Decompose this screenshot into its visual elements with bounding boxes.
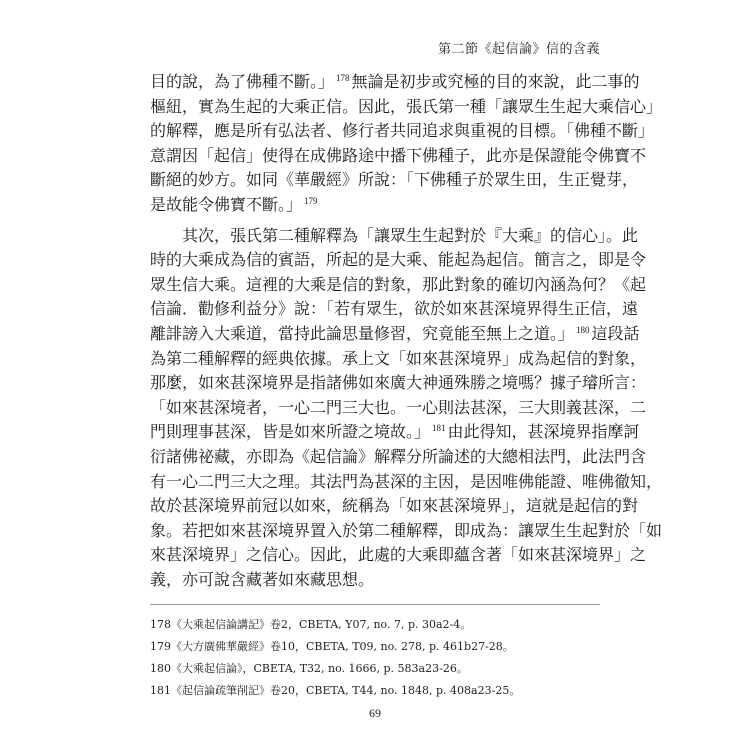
text-line: 那麼，如來甚深境界是指諸佛如來廣大神通殊勝之境嗎？據子璿所言： — [150, 373, 647, 393]
text-line: 眾生信大乘。這裡的大乘是信的對象，那此對象的確切內涵為何？《起 — [150, 274, 647, 294]
footnote-ref-181: 181 — [432, 422, 446, 433]
footnote-ref-180: 180 — [576, 324, 590, 335]
text-line: 其次，張氏第二種解釋為「讓眾生生起對於『大乘』的信心」。此 — [150, 225, 639, 245]
text-line: 有一心二門三大之理。其法門為甚深的主因，是因唯佛能證、唯佛徹知， — [150, 471, 663, 491]
footnote-179: 179《大方廣佛華嚴經》卷10，CBETA, T09, no. 278, p. 461b27-28。 — [150, 640, 514, 653]
text-line: 來甚深境界」之信心。因此，此處的大乘即蘊含著「如來甚深境界」之 — [150, 545, 647, 565]
text-line: 斷絕的妙方。如同《華嚴經》所說：「下佛種子於眾生田，生正覺芽， — [150, 170, 639, 190]
footnote-divider — [150, 604, 600, 605]
text-line: 象。若把如來甚深境界置入於第二種解釋，即成為：讓眾生生起對於「如 — [150, 520, 663, 540]
footnote-178: 178《大乘起信論講記》卷2，CBETA, Y07, no. 7, p. 30a2-4。 — [150, 618, 472, 631]
text-line: 故於甚深境界前冠以如來，統稱為「如來甚深境界」，這就是起信的對 — [150, 496, 639, 516]
text-line: 信論．勸修利益分》說：「若有眾生，欲於如來甚深境界得生正信，遠 — [150, 299, 639, 319]
footnotes — [150, 614, 600, 702]
text-line: 的解釋，應是所有弘法者、修行者共同追求與重視的目標。「佛種不斷」 — [150, 121, 655, 141]
text-line: 是故能令佛寶不斷。」 $^{179}$ — [150, 194, 318, 214]
body-text — [150, 70, 663, 592]
text-line: 門則理事甚深，皆是如來所證之境故。」 $^{181}$ 由此得知，甚深境界指摩訶 — [150, 422, 640, 442]
page-number: 69 — [369, 706, 381, 720]
text-line: 衍諸佛祕藏，亦即為《起信論》解釋分所論述的大總相法門，此法門含 — [150, 446, 647, 466]
text-line: 「如來甚深境者，一心二門三大也。一心則法甚深，三大則義甚深，二 — [150, 397, 647, 417]
footnote-ref-179: 179 — [304, 195, 318, 206]
running-header: 第二節《起信論》信的含義 — [437, 42, 600, 57]
footnote-181: 181《起信論疏筆削記》卷20，CBETA, T44, no. 1848, p. 408a23-25。 — [150, 684, 521, 697]
footnote-180: 180《大乘起信論》，CBETA, T32, no. 1666, p. 583a23-26。 — [150, 662, 468, 675]
text-line: 義，亦可說含藏著如來藏思想。 — [150, 569, 375, 589]
footnote-ref-178: 178 — [336, 72, 350, 83]
text-line: 目的說，為了佛種不斷。」 $^{178}$ 無論是初步或究極的目的來說，此二事的 — [150, 72, 640, 91]
text-line: 為第二種解釋的經典依據。承上文「如來甚深境界」成為起信的對象， — [150, 348, 647, 368]
text-line: 樞紐，實為生起的大乘正信。因此，張氏第一種「讓眾生生起大乘信心」 — [150, 96, 663, 116]
text-line: 意謂因「起信」使得在成佛路途中播下佛種子，此亦是保證能令佛寶不 — [150, 145, 647, 165]
text-line: 離誹謗入大乘道，當持此論思量修習，究竟能至無上之道。」 $^{180}$ 這段話 — [150, 323, 640, 343]
text-line: 時的大乘成為信的賓語，所起的是大乘、能起為起信。簡言之，即是令 — [150, 250, 647, 270]
